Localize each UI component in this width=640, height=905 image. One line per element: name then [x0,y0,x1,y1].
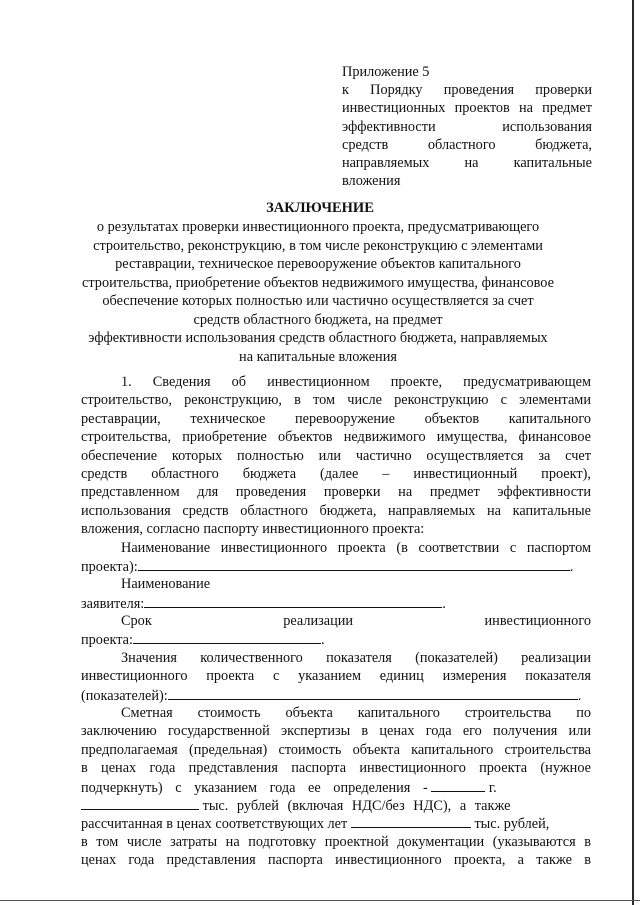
cost-paragraph-line: заключению государственной экспертизы в ценах года его получения или [81,723,591,740]
applicant-label: Наименование [121,576,211,593]
term-label: Срок реализации инвестиционного [121,613,591,630]
cost-years-text: рассчитанная в ценах соответствующих лет [81,816,348,833]
applicant-label-cont: заявителя: [81,595,145,612]
appendix-line: Приложение 5 [342,64,430,80]
appendix-line: вложения [342,173,401,190]
subtitle-line: строительство, реконструкцию, в том числе реконструкцию с элементами [93,237,543,254]
paragraph-line: средств областного бюджета (далее – инвестиционный проект), [81,465,591,482]
values-field-line: (показателей): . [81,687,582,704]
paragraph-line: представленном для проведения проверки на предмет эффективности [81,484,591,501]
subtitle-line: на капитальные вложения [239,348,397,365]
paragraph-line: 1. Сведения об инвестиционном проекте, предусматривающем [121,374,591,390]
cost-paragraph-line: предполагаемая (предельная) стоимость объекта капитального строительства [81,741,591,758]
cost-year-suffix: г. [488,779,497,796]
cost-years-suffix: тыс. рублей, [474,816,550,833]
appendix-line: эффективности использования [342,118,592,135]
document-body [81,373,591,870]
project-name-label: Наименование инвестиционного проекта (в соответствии с паспортом [121,539,591,556]
cost-amount-line [81,796,591,814]
document-subtitle [68,218,568,366]
cost-years-blank [351,814,471,828]
appendix-line: инвестиционных проектов на предмет [342,100,592,117]
cost-year-blank [431,778,485,792]
term-blank [133,630,321,644]
subtitle-line: о результатах проверки инвестиционного проекта, предусматривающего [96,219,540,235]
applicant-field-line: заявителя: . [81,595,446,612]
values-label: Значения количественного показателя (показателей) реализации [121,649,591,666]
subtitle-line: обеспечение которых полностью или частично осуществляется за счет [102,293,534,309]
subtitle-line: строительства, приобретение объектов недвижимого имущества, финансовое [82,274,554,291]
appendix-line: направляемых на капитальные [342,154,592,171]
cost-amount-blank [81,796,199,810]
paragraph-line: реставрации, техническое перевооружение объектов капитального [81,410,591,427]
cost-years-line [81,814,591,832]
project-name-field-line: проекта): . [81,558,574,575]
project-name-blank [138,557,570,571]
cost-year-line [81,778,591,796]
paragraph-line: вложения, согласно паспорту инвестиционного проекта: [81,521,425,538]
paragraph-line: обеспечение которых полностью или частично осуществляется за счет [81,447,591,464]
subtitle-line: реставрации, техническое перевооружение объектов капитального [115,256,521,272]
scan-edge-bottom [0,900,640,901]
subtitle-line: средств областного бюджета, на предмет [193,311,443,328]
scan-edge-right [632,0,634,905]
values-blank [168,686,578,700]
cost-amount-text: тыс. рублей (включая НДС/без НДС), а также [202,797,511,814]
term-label-cont: проекта: [81,632,133,649]
term-field-line: проекта: . [81,632,325,649]
document-title: ЗАКЛЮЧЕНИЕ [266,200,374,216]
values-label: инвестиционного проекта с указанием единиц измерения показателя [81,668,591,685]
cost-paragraph-line: ценах года представления паспорта инвестиционного проекта, а также в [81,852,591,869]
appendix-line: к Порядку проведения проверки [342,82,592,99]
paragraph-line: строительства, приобретение объектов недвижимого имущества, финансовое [81,429,591,446]
cost-paragraph-line: Сметная стоимость объекта капитального строительства по [121,705,591,722]
applicant-blank [144,594,442,608]
appendix-header [342,63,592,190]
values-label-cont: (показателей): [81,687,168,704]
appendix-line: средств областного бюджета, [342,136,592,153]
cost-year-text: подчеркнуть) с указанием года ее определения - [81,779,428,796]
paragraph-line: строительство, реконструкцию, в том числе реконструкцию с элементами [81,392,591,409]
project-name-label-cont: проекта): [81,558,138,575]
cost-paragraph-line: в том числе затраты на подготовку проектной документации (указываются в [81,833,591,850]
cost-paragraph-line: в ценах года представления паспорта инвестиционного проекта (нужное [81,760,591,777]
subtitle-line: эффективности использования средств областного бюджета, направляемых [88,330,548,346]
paragraph-line: использования средств областного бюджета, направляемых на капитальные [81,502,591,519]
